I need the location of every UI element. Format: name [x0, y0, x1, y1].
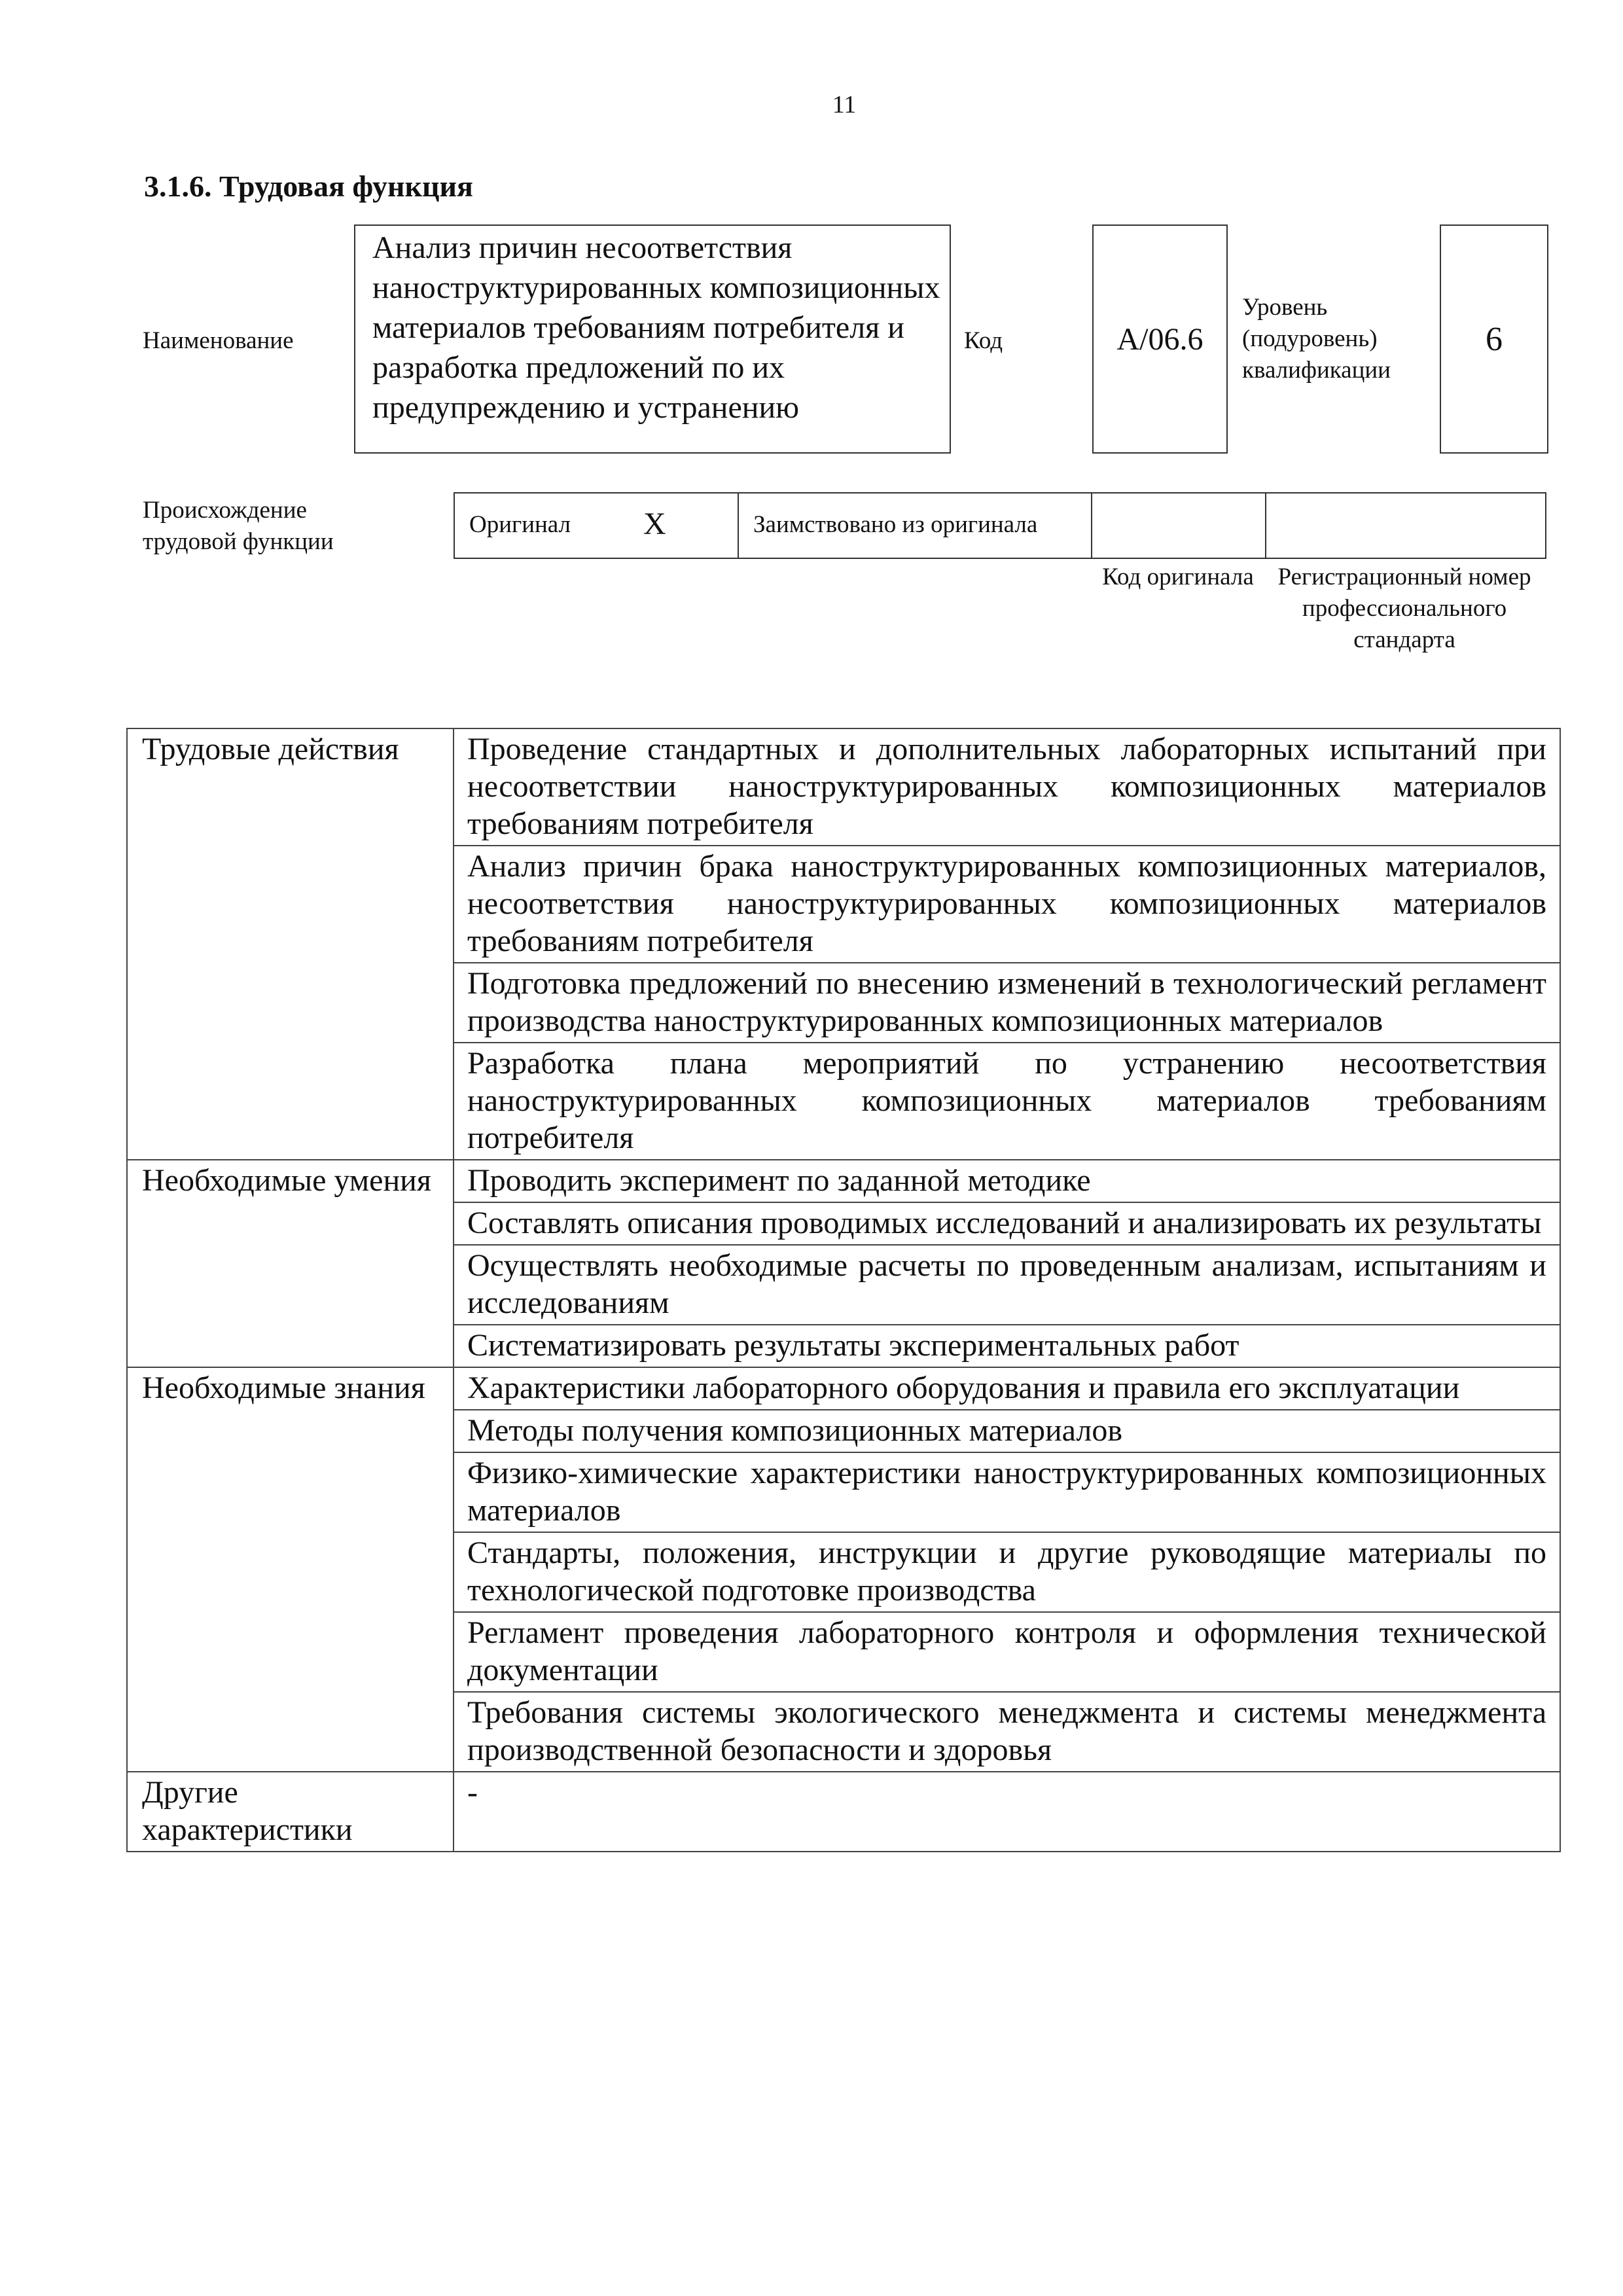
origin-label: Происхождение трудовой функции	[143, 497, 334, 555]
section-item: Физико-химические характеристики наноструктурированных композиционных материалов	[454, 1452, 1560, 1532]
section-item: Составлять описания проводимых исследований и анализировать их результаты	[454, 1202, 1560, 1245]
section-category: Необходимые знания	[127, 1367, 454, 1772]
origin-original-mark: X	[643, 507, 666, 541]
labor-function-table	[126, 728, 1561, 1852]
section-item: Стандарты, положения, инструкции и другие руководящие материалы по технологической подготовке производства	[454, 1532, 1560, 1612]
origin-borrowed-cell	[739, 493, 1092, 558]
section-item: -	[454, 1772, 1560, 1852]
table-row	[127, 728, 1560, 846]
table-row	[127, 1772, 1560, 1852]
code-original-caption: Код оригинала	[1102, 564, 1254, 590]
reg-number-caption: Регистрационный номер профессионального стандарта	[1277, 564, 1531, 653]
origin-original-cell	[455, 493, 739, 558]
section-item: Методы получения композиционных материалов	[454, 1410, 1560, 1452]
table-row	[127, 1160, 1560, 1202]
section-title: 3.1.6. Трудовая функция	[144, 170, 473, 203]
section-item: Систематизировать результаты экспериментальных работ	[454, 1325, 1560, 1367]
section-item: Регламент проведения лабораторного контроля и оформления технической документации	[454, 1612, 1560, 1692]
page-number: 11	[832, 91, 857, 118]
origin-original-label: Оригинал	[469, 511, 571, 538]
name-value-box	[354, 224, 951, 454]
section-category: Другие характеристики	[127, 1772, 454, 1852]
section-item: Характеристики лабораторного оборудования и правила его эксплуатации	[454, 1367, 1560, 1410]
code-label: Код	[964, 327, 1003, 354]
level-label: Уровень (подуровень) квалификации	[1242, 294, 1391, 384]
section-item: Осуществлять необходимые расчеты по проведенным анализам, испытаниям и исследованиям	[454, 1245, 1560, 1325]
code-value-box	[1092, 224, 1228, 454]
origin-borrowed-label: Заимствовано из оригинала	[753, 511, 1038, 538]
section-item: Анализ причин брака наноструктурированных композиционных материалов, несоответствия наноструктурированных композиционных материалов требованиям потребителя	[454, 846, 1560, 963]
table-row	[127, 1367, 1560, 1410]
section-item: Разработка плана мероприятий по устранению несоответствия наноструктурированных композиционных материалов требованиям потребителя	[454, 1043, 1560, 1160]
name-label: Наименование	[143, 327, 294, 354]
section-category: Необходимые умения	[127, 1160, 454, 1367]
origin-reg-cell	[1266, 493, 1545, 558]
section-item: Подготовка предложений по внесению изменений в технологический регламент производства наноструктурированных композиционных материалов	[454, 963, 1560, 1043]
section-category: Трудовые действия	[127, 728, 454, 1160]
section-item: Проводить эксперимент по заданной методике	[454, 1160, 1560, 1202]
origin-code-cell	[1092, 493, 1266, 558]
level-value: 6	[1486, 320, 1503, 358]
level-value-box	[1440, 224, 1548, 454]
code-value: A/06.6	[1116, 321, 1204, 357]
name-value: Анализ причин несоответствия наноструктурированных композиционных материалов требованиям потребителя и разработка предложений по их предупреждению и устранению	[372, 230, 940, 425]
origin-table	[454, 492, 1546, 559]
section-item: Проведение стандартных и дополнительных лабораторных испытаний при несоответствии наноструктурированных композиционных материалов требованиям потребителя	[454, 728, 1560, 846]
section-item: Требования системы экологического менеджмента и системы менеджмента производственной безопасности и здоровья	[454, 1692, 1560, 1772]
